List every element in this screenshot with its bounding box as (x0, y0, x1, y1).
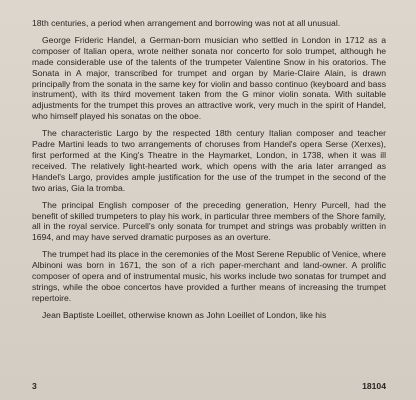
paragraph-1: 18th centuries, a period when arrangement and borrowing was not at all unusual. (32, 18, 341, 28)
paragraph-2: George Frideric Handel, a German-born musician who settled in London in 1712 as a composer of Italian opera, wrote neither sonata nor concerto for solo trumpet, although he made considerable use of the talents of the trumpeter Valentine Snow in his oratorios. The Sonata in A major, transcribed for trumpet and organ by Marie-Claire Alain, is drawn principally from the sonata in the same key for violin and basso continuo (keyboard and bass instrument), with its third movement taken from the G minor violin sonata. With suitable adjustments for the trumpet this proves an attractive work, very much in the spirit of Handel, who himself played his sonatas on the oboe. (32, 34, 386, 122)
catalog-number: 18104 (362, 381, 386, 391)
body-text (32, 18, 386, 321)
paragraph-5: The trumpet had its place in the ceremonies of the Most Serene Republic of Venice, where Albinoni was born in 1671, the son of a rich paper-merchant and land-owner. A prolific composer of opera and of instrumental music, his works include two sonatas for trumpet and strings, while the oboe concertos have provided a further means of increasing the trumpet repertoire. (32, 249, 386, 303)
paragraph-4: The principal English composer of the preceding generation, Henry Purcell, had the benefit of skilled trumpeters to play his work, in particular three members of the Shore family, all in the royal service. Purcell's only sonata for trumpet and strings was probably written in 1694, and may have served dramatic purposes as an overture. (32, 199, 386, 243)
paragraph-6: Jean Baptiste Loeillet, otherwise known as John Loeillet of London, like his (42, 309, 327, 320)
paragraph-3: The characteristic Largo by the respected 18th century Italian composer and teacher Padre Martini leads to two arrangements of choruses from Handel's opera Serse (Xerxes), first performed at the King's Theatre in the Haymarket, London, in 1738, when it was ill received. The relatively light-hearted work, which opens with the aria later arranged as Handel's Largo, provides ample justification for the use of the trumpet in the second of the two arias, Gia la tromba. (32, 128, 386, 193)
page-footer (32, 381, 386, 391)
page-number: 3 (32, 381, 37, 391)
